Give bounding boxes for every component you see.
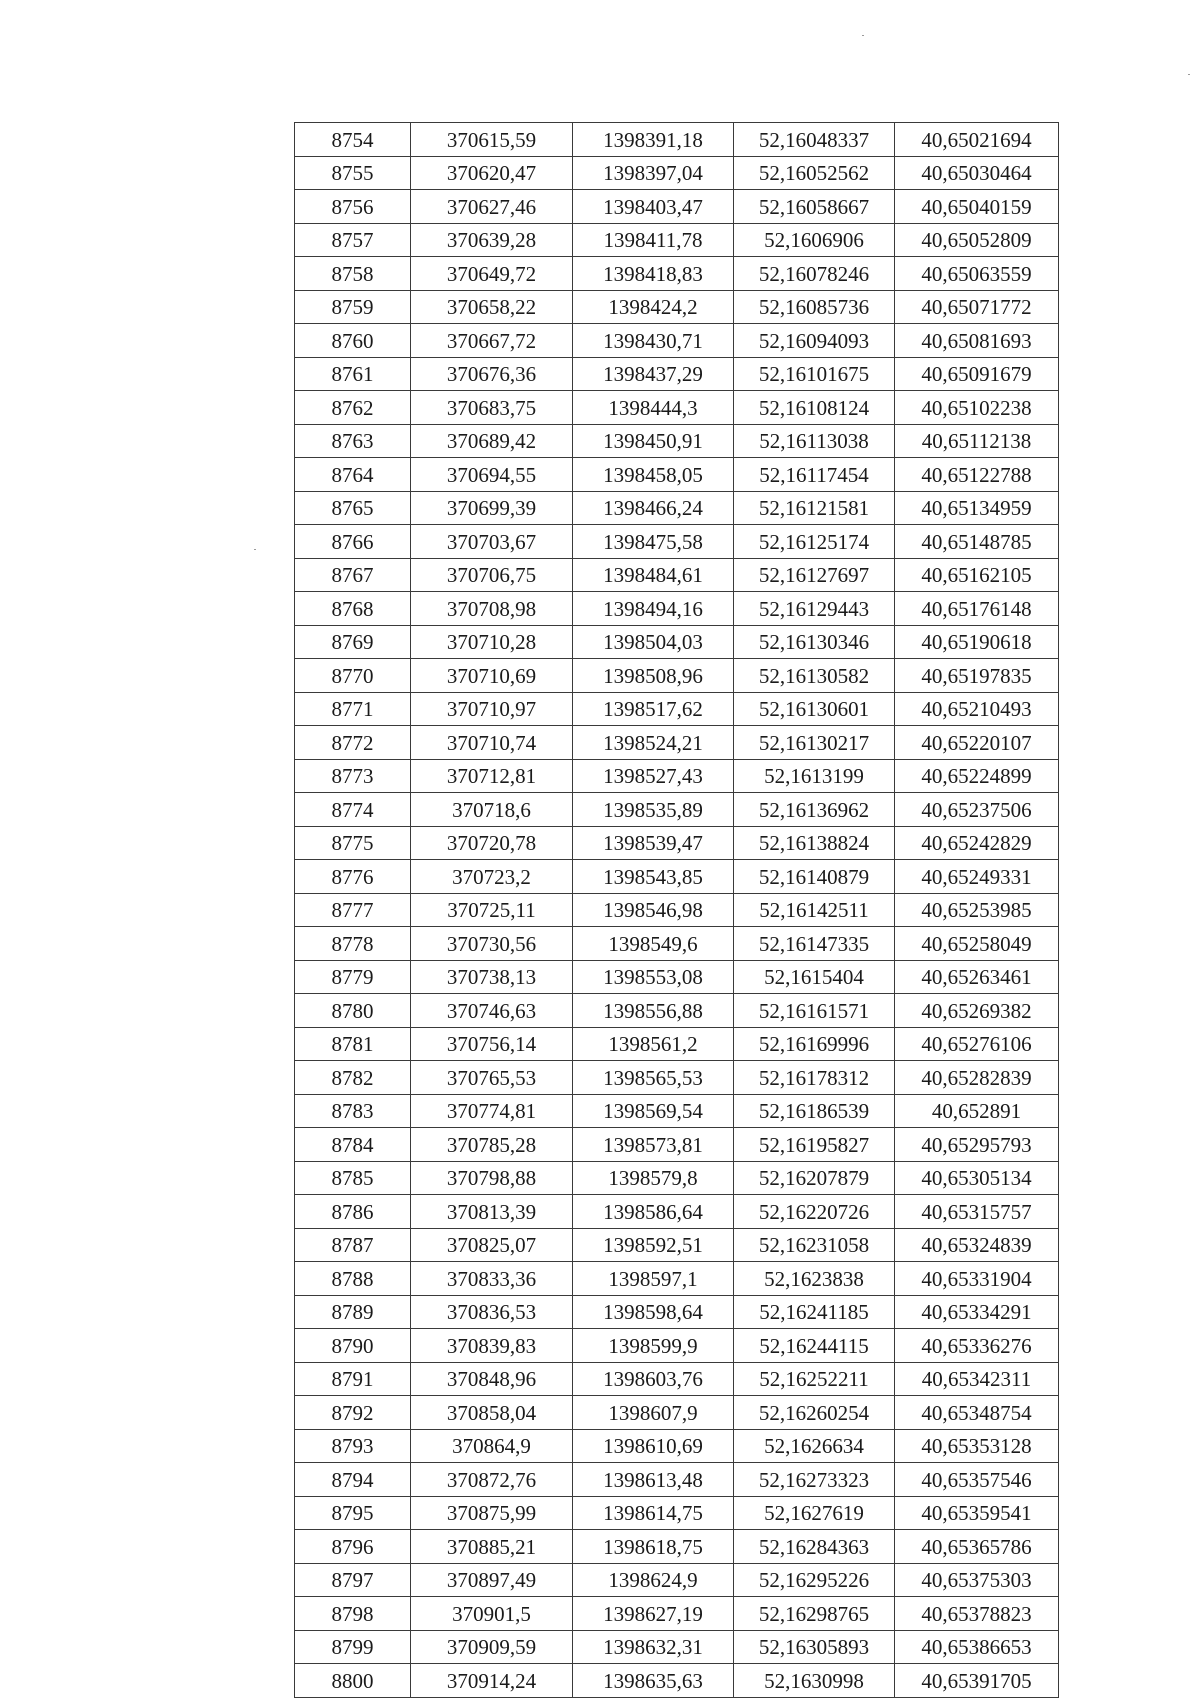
point-number-cell: 8790 xyxy=(295,1329,411,1363)
longitude-cell: 40,65348754 xyxy=(895,1396,1059,1430)
x-coordinate-cell: 370875,99 xyxy=(411,1496,573,1530)
x-coordinate-cell: 370627,46 xyxy=(411,190,573,224)
y-coordinate-cell: 1398418,83 xyxy=(573,257,734,291)
y-coordinate-cell: 1398553,08 xyxy=(573,960,734,994)
latitude-cell: 52,16138824 xyxy=(734,826,895,860)
table-row xyxy=(295,491,1059,525)
latitude-cell: 52,16169996 xyxy=(734,1027,895,1061)
y-coordinate-cell: 1398397,04 xyxy=(573,156,734,190)
latitude-cell: 52,16295226 xyxy=(734,1563,895,1597)
latitude-cell: 52,16178312 xyxy=(734,1061,895,1095)
longitude-cell: 40,65021694 xyxy=(895,123,1059,157)
table-row xyxy=(295,156,1059,190)
latitude-cell: 52,16260254 xyxy=(734,1396,895,1430)
longitude-cell: 40,65224899 xyxy=(895,759,1059,793)
table-row xyxy=(295,1061,1059,1095)
longitude-cell: 40,65237506 xyxy=(895,793,1059,827)
table-row xyxy=(295,357,1059,391)
table-row xyxy=(295,1630,1059,1664)
x-coordinate-cell: 370615,59 xyxy=(411,123,573,157)
table-row xyxy=(295,1228,1059,1262)
table-row xyxy=(295,1027,1059,1061)
longitude-cell: 40,65176148 xyxy=(895,592,1059,626)
point-number-cell: 8772 xyxy=(295,726,411,760)
point-number-cell: 8758 xyxy=(295,257,411,291)
latitude-cell: 52,16085736 xyxy=(734,290,895,324)
table-row xyxy=(295,1530,1059,1564)
x-coordinate-cell: 370689,42 xyxy=(411,424,573,458)
y-coordinate-cell: 1398484,61 xyxy=(573,558,734,592)
y-coordinate-cell: 1398508,96 xyxy=(573,659,734,693)
y-coordinate-cell: 1398573,81 xyxy=(573,1128,734,1162)
latitude-cell: 52,16108124 xyxy=(734,391,895,425)
latitude-cell: 52,1615404 xyxy=(734,960,895,994)
point-number-cell: 8771 xyxy=(295,692,411,726)
latitude-cell: 52,16121581 xyxy=(734,491,895,525)
latitude-cell: 52,16130346 xyxy=(734,625,895,659)
x-coordinate-cell: 370825,07 xyxy=(411,1228,573,1262)
table-row xyxy=(295,692,1059,726)
latitude-cell: 52,1630998 xyxy=(734,1664,895,1698)
longitude-cell: 40,65305134 xyxy=(895,1161,1059,1195)
y-coordinate-cell: 1398614,75 xyxy=(573,1496,734,1530)
latitude-cell: 52,16305893 xyxy=(734,1630,895,1664)
table-row xyxy=(295,994,1059,1028)
point-number-cell: 8781 xyxy=(295,1027,411,1061)
coordinates-table-body xyxy=(295,123,1059,1698)
table-row xyxy=(295,558,1059,592)
longitude-cell: 40,65295793 xyxy=(895,1128,1059,1162)
y-coordinate-cell: 1398424,2 xyxy=(573,290,734,324)
y-coordinate-cell: 1398607,9 xyxy=(573,1396,734,1430)
x-coordinate-cell: 370639,28 xyxy=(411,223,573,257)
x-coordinate-cell: 370872,76 xyxy=(411,1463,573,1497)
x-coordinate-cell: 370720,78 xyxy=(411,826,573,860)
scan-speck xyxy=(254,549,256,550)
x-coordinate-cell: 370738,13 xyxy=(411,960,573,994)
latitude-cell: 52,16094093 xyxy=(734,324,895,358)
table-row xyxy=(295,592,1059,626)
point-number-cell: 8763 xyxy=(295,424,411,458)
latitude-cell: 52,16244115 xyxy=(734,1329,895,1363)
table-row xyxy=(295,391,1059,425)
latitude-cell: 52,1613199 xyxy=(734,759,895,793)
longitude-cell: 40,65190618 xyxy=(895,625,1059,659)
y-coordinate-cell: 1398458,05 xyxy=(573,458,734,492)
point-number-cell: 8769 xyxy=(295,625,411,659)
latitude-cell: 52,1626634 xyxy=(734,1429,895,1463)
latitude-cell: 52,16195827 xyxy=(734,1128,895,1162)
latitude-cell: 52,16125174 xyxy=(734,525,895,559)
x-coordinate-cell: 370756,14 xyxy=(411,1027,573,1061)
latitude-cell: 52,16078246 xyxy=(734,257,895,291)
longitude-cell: 40,65336276 xyxy=(895,1329,1059,1363)
longitude-cell: 40,65052809 xyxy=(895,223,1059,257)
point-number-cell: 8757 xyxy=(295,223,411,257)
x-coordinate-cell: 370897,49 xyxy=(411,1563,573,1597)
longitude-cell: 40,65378823 xyxy=(895,1597,1059,1631)
point-number-cell: 8795 xyxy=(295,1496,411,1530)
point-number-cell: 8770 xyxy=(295,659,411,693)
y-coordinate-cell: 1398635,63 xyxy=(573,1664,734,1698)
point-number-cell: 8774 xyxy=(295,793,411,827)
latitude-cell: 52,16117454 xyxy=(734,458,895,492)
x-coordinate-cell: 370785,28 xyxy=(411,1128,573,1162)
table-row xyxy=(295,223,1059,257)
y-coordinate-cell: 1398618,75 xyxy=(573,1530,734,1564)
point-number-cell: 8791 xyxy=(295,1362,411,1396)
table-row xyxy=(295,1128,1059,1162)
table-row xyxy=(295,1597,1059,1631)
longitude-cell: 40,65359541 xyxy=(895,1496,1059,1530)
latitude-cell: 52,16241185 xyxy=(734,1295,895,1329)
point-number-cell: 8779 xyxy=(295,960,411,994)
x-coordinate-cell: 370839,83 xyxy=(411,1329,573,1363)
latitude-cell: 52,1627619 xyxy=(734,1496,895,1530)
point-number-cell: 8766 xyxy=(295,525,411,559)
y-coordinate-cell: 1398543,85 xyxy=(573,860,734,894)
x-coordinate-cell: 370848,96 xyxy=(411,1362,573,1396)
longitude-cell: 40,65210493 xyxy=(895,692,1059,726)
longitude-cell: 40,65040159 xyxy=(895,190,1059,224)
table-row xyxy=(295,1094,1059,1128)
table-row xyxy=(295,1329,1059,1363)
longitude-cell: 40,65353128 xyxy=(895,1429,1059,1463)
table-row xyxy=(295,860,1059,894)
latitude-cell: 52,16130601 xyxy=(734,692,895,726)
x-coordinate-cell: 370914,24 xyxy=(411,1664,573,1698)
point-number-cell: 8778 xyxy=(295,927,411,961)
table-row xyxy=(295,927,1059,961)
longitude-cell: 40,65386653 xyxy=(895,1630,1059,1664)
longitude-cell: 40,65334291 xyxy=(895,1295,1059,1329)
x-coordinate-cell: 370836,53 xyxy=(411,1295,573,1329)
point-number-cell: 8759 xyxy=(295,290,411,324)
point-number-cell: 8782 xyxy=(295,1061,411,1095)
x-coordinate-cell: 370864,9 xyxy=(411,1429,573,1463)
y-coordinate-cell: 1398624,9 xyxy=(573,1563,734,1597)
point-number-cell: 8800 xyxy=(295,1664,411,1698)
table-row xyxy=(295,1563,1059,1597)
point-number-cell: 8780 xyxy=(295,994,411,1028)
point-number-cell: 8792 xyxy=(295,1396,411,1430)
table-row xyxy=(295,1362,1059,1396)
x-coordinate-cell: 370710,69 xyxy=(411,659,573,693)
table-row xyxy=(295,1262,1059,1296)
y-coordinate-cell: 1398444,3 xyxy=(573,391,734,425)
x-coordinate-cell: 370885,21 xyxy=(411,1530,573,1564)
latitude-cell: 52,16161571 xyxy=(734,994,895,1028)
longitude-cell: 40,65249331 xyxy=(895,860,1059,894)
point-number-cell: 8764 xyxy=(295,458,411,492)
point-number-cell: 8754 xyxy=(295,123,411,157)
x-coordinate-cell: 370667,72 xyxy=(411,324,573,358)
point-number-cell: 8775 xyxy=(295,826,411,860)
latitude-cell: 52,16127697 xyxy=(734,558,895,592)
point-number-cell: 8793 xyxy=(295,1429,411,1463)
point-number-cell: 8767 xyxy=(295,558,411,592)
x-coordinate-cell: 370858,04 xyxy=(411,1396,573,1430)
x-coordinate-cell: 370723,2 xyxy=(411,860,573,894)
longitude-cell: 40,65263461 xyxy=(895,960,1059,994)
latitude-cell: 52,16058667 xyxy=(734,190,895,224)
table-row xyxy=(295,826,1059,860)
scan-speck xyxy=(862,35,864,36)
x-coordinate-cell: 370909,59 xyxy=(411,1630,573,1664)
x-coordinate-cell: 370620,47 xyxy=(411,156,573,190)
x-coordinate-cell: 370901,5 xyxy=(411,1597,573,1631)
x-coordinate-cell: 370658,22 xyxy=(411,290,573,324)
y-coordinate-cell: 1398475,58 xyxy=(573,525,734,559)
longitude-cell: 40,652891 xyxy=(895,1094,1059,1128)
longitude-cell: 40,65375303 xyxy=(895,1563,1059,1597)
latitude-cell: 52,16136962 xyxy=(734,793,895,827)
latitude-cell: 52,16142511 xyxy=(734,893,895,927)
y-coordinate-cell: 1398450,91 xyxy=(573,424,734,458)
x-coordinate-cell: 370676,36 xyxy=(411,357,573,391)
point-number-cell: 8798 xyxy=(295,1597,411,1631)
y-coordinate-cell: 1398603,76 xyxy=(573,1362,734,1396)
latitude-cell: 52,1606906 xyxy=(734,223,895,257)
y-coordinate-cell: 1398546,98 xyxy=(573,893,734,927)
table-row xyxy=(295,960,1059,994)
y-coordinate-cell: 1398556,88 xyxy=(573,994,734,1028)
latitude-cell: 52,16298765 xyxy=(734,1597,895,1631)
point-number-cell: 8799 xyxy=(295,1630,411,1664)
y-coordinate-cell: 1398403,47 xyxy=(573,190,734,224)
point-number-cell: 8777 xyxy=(295,893,411,927)
table-row xyxy=(295,793,1059,827)
longitude-cell: 40,65091679 xyxy=(895,357,1059,391)
table-row xyxy=(295,759,1059,793)
y-coordinate-cell: 1398527,43 xyxy=(573,759,734,793)
x-coordinate-cell: 370710,74 xyxy=(411,726,573,760)
point-number-cell: 8787 xyxy=(295,1228,411,1262)
latitude-cell: 52,16186539 xyxy=(734,1094,895,1128)
point-number-cell: 8786 xyxy=(295,1195,411,1229)
longitude-cell: 40,65269382 xyxy=(895,994,1059,1028)
y-coordinate-cell: 1398565,53 xyxy=(573,1061,734,1095)
y-coordinate-cell: 1398569,54 xyxy=(573,1094,734,1128)
point-number-cell: 8797 xyxy=(295,1563,411,1597)
point-number-cell: 8755 xyxy=(295,156,411,190)
y-coordinate-cell: 1398411,78 xyxy=(573,223,734,257)
point-number-cell: 8794 xyxy=(295,1463,411,1497)
x-coordinate-cell: 370746,63 xyxy=(411,994,573,1028)
y-coordinate-cell: 1398610,69 xyxy=(573,1429,734,1463)
y-coordinate-cell: 1398430,71 xyxy=(573,324,734,358)
point-number-cell: 8768 xyxy=(295,592,411,626)
latitude-cell: 52,16207879 xyxy=(734,1161,895,1195)
table-row xyxy=(295,324,1059,358)
point-number-cell: 8765 xyxy=(295,491,411,525)
longitude-cell: 40,65030464 xyxy=(895,156,1059,190)
latitude-cell: 52,16113038 xyxy=(734,424,895,458)
table-row xyxy=(295,290,1059,324)
longitude-cell: 40,65197835 xyxy=(895,659,1059,693)
x-coordinate-cell: 370706,75 xyxy=(411,558,573,592)
y-coordinate-cell: 1398627,19 xyxy=(573,1597,734,1631)
table-row xyxy=(295,625,1059,659)
y-coordinate-cell: 1398524,21 xyxy=(573,726,734,760)
latitude-cell: 52,16130217 xyxy=(734,726,895,760)
latitude-cell: 52,16101675 xyxy=(734,357,895,391)
longitude-cell: 40,65253985 xyxy=(895,893,1059,927)
y-coordinate-cell: 1398599,9 xyxy=(573,1329,734,1363)
x-coordinate-cell: 370708,98 xyxy=(411,592,573,626)
x-coordinate-cell: 370683,75 xyxy=(411,391,573,425)
x-coordinate-cell: 370649,72 xyxy=(411,257,573,291)
longitude-cell: 40,65391705 xyxy=(895,1664,1059,1698)
x-coordinate-cell: 370712,81 xyxy=(411,759,573,793)
latitude-cell: 52,16284363 xyxy=(734,1530,895,1564)
point-number-cell: 8760 xyxy=(295,324,411,358)
longitude-cell: 40,65122788 xyxy=(895,458,1059,492)
longitude-cell: 40,65081693 xyxy=(895,324,1059,358)
longitude-cell: 40,65276106 xyxy=(895,1027,1059,1061)
x-coordinate-cell: 370774,81 xyxy=(411,1094,573,1128)
table-row xyxy=(295,1195,1059,1229)
longitude-cell: 40,65315757 xyxy=(895,1195,1059,1229)
longitude-cell: 40,65162105 xyxy=(895,558,1059,592)
y-coordinate-cell: 1398613,48 xyxy=(573,1463,734,1497)
latitude-cell: 52,16129443 xyxy=(734,592,895,626)
latitude-cell: 52,1623838 xyxy=(734,1262,895,1296)
x-coordinate-cell: 370694,55 xyxy=(411,458,573,492)
latitude-cell: 52,16048337 xyxy=(734,123,895,157)
table-row xyxy=(295,1429,1059,1463)
table-row xyxy=(295,190,1059,224)
x-coordinate-cell: 370833,36 xyxy=(411,1262,573,1296)
point-number-cell: 8761 xyxy=(295,357,411,391)
y-coordinate-cell: 1398579,8 xyxy=(573,1161,734,1195)
longitude-cell: 40,65258049 xyxy=(895,927,1059,961)
table-row xyxy=(295,525,1059,559)
x-coordinate-cell: 370710,97 xyxy=(411,692,573,726)
latitude-cell: 52,16140879 xyxy=(734,860,895,894)
point-number-cell: 8756 xyxy=(295,190,411,224)
y-coordinate-cell: 1398561,2 xyxy=(573,1027,734,1061)
y-coordinate-cell: 1398586,64 xyxy=(573,1195,734,1229)
x-coordinate-cell: 370765,53 xyxy=(411,1061,573,1095)
longitude-cell: 40,65357546 xyxy=(895,1463,1059,1497)
x-coordinate-cell: 370699,39 xyxy=(411,491,573,525)
y-coordinate-cell: 1398466,24 xyxy=(573,491,734,525)
x-coordinate-cell: 370703,67 xyxy=(411,525,573,559)
table-row xyxy=(295,1496,1059,1530)
scan-speck xyxy=(1188,74,1190,75)
point-number-cell: 8785 xyxy=(295,1161,411,1195)
y-coordinate-cell: 1398494,16 xyxy=(573,592,734,626)
longitude-cell: 40,65324839 xyxy=(895,1228,1059,1262)
table-row xyxy=(295,1396,1059,1430)
point-number-cell: 8762 xyxy=(295,391,411,425)
latitude-cell: 52,16252211 xyxy=(734,1362,895,1396)
y-coordinate-cell: 1398391,18 xyxy=(573,123,734,157)
longitude-cell: 40,65102238 xyxy=(895,391,1059,425)
point-number-cell: 8776 xyxy=(295,860,411,894)
y-coordinate-cell: 1398598,64 xyxy=(573,1295,734,1329)
y-coordinate-cell: 1398517,62 xyxy=(573,692,734,726)
table-row xyxy=(295,257,1059,291)
table-row xyxy=(295,893,1059,927)
latitude-cell: 52,16147335 xyxy=(734,927,895,961)
longitude-cell: 40,65220107 xyxy=(895,726,1059,760)
table-row xyxy=(295,726,1059,760)
table-row xyxy=(295,1664,1059,1698)
y-coordinate-cell: 1398597,1 xyxy=(573,1262,734,1296)
longitude-cell: 40,65242829 xyxy=(895,826,1059,860)
table-row xyxy=(295,1161,1059,1195)
latitude-cell: 52,16130582 xyxy=(734,659,895,693)
y-coordinate-cell: 1398632,31 xyxy=(573,1630,734,1664)
x-coordinate-cell: 370798,88 xyxy=(411,1161,573,1195)
longitude-cell: 40,65063559 xyxy=(895,257,1059,291)
table-row xyxy=(295,458,1059,492)
point-number-cell: 8796 xyxy=(295,1530,411,1564)
longitude-cell: 40,65148785 xyxy=(895,525,1059,559)
x-coordinate-cell: 370725,11 xyxy=(411,893,573,927)
y-coordinate-cell: 1398592,51 xyxy=(573,1228,734,1262)
coordinates-table xyxy=(294,122,1059,1698)
x-coordinate-cell: 370710,28 xyxy=(411,625,573,659)
point-number-cell: 8773 xyxy=(295,759,411,793)
point-number-cell: 8789 xyxy=(295,1295,411,1329)
x-coordinate-cell: 370718,6 xyxy=(411,793,573,827)
longitude-cell: 40,65282839 xyxy=(895,1061,1059,1095)
y-coordinate-cell: 1398539,47 xyxy=(573,826,734,860)
latitude-cell: 52,16052562 xyxy=(734,156,895,190)
longitude-cell: 40,65134959 xyxy=(895,491,1059,525)
longitude-cell: 40,65331904 xyxy=(895,1262,1059,1296)
latitude-cell: 52,16273323 xyxy=(734,1463,895,1497)
y-coordinate-cell: 1398437,29 xyxy=(573,357,734,391)
y-coordinate-cell: 1398504,03 xyxy=(573,625,734,659)
point-number-cell: 8783 xyxy=(295,1094,411,1128)
table-row xyxy=(295,659,1059,693)
longitude-cell: 40,65365786 xyxy=(895,1530,1059,1564)
point-number-cell: 8788 xyxy=(295,1262,411,1296)
x-coordinate-cell: 370730,56 xyxy=(411,927,573,961)
longitude-cell: 40,65112138 xyxy=(895,424,1059,458)
table-row xyxy=(295,123,1059,157)
table-row xyxy=(295,424,1059,458)
longitude-cell: 40,65342311 xyxy=(895,1362,1059,1396)
y-coordinate-cell: 1398535,89 xyxy=(573,793,734,827)
y-coordinate-cell: 1398549,6 xyxy=(573,927,734,961)
x-coordinate-cell: 370813,39 xyxy=(411,1195,573,1229)
latitude-cell: 52,16220726 xyxy=(734,1195,895,1229)
point-number-cell: 8784 xyxy=(295,1128,411,1162)
table-row xyxy=(295,1295,1059,1329)
latitude-cell: 52,16231058 xyxy=(734,1228,895,1262)
longitude-cell: 40,65071772 xyxy=(895,290,1059,324)
table-row xyxy=(295,1463,1059,1497)
